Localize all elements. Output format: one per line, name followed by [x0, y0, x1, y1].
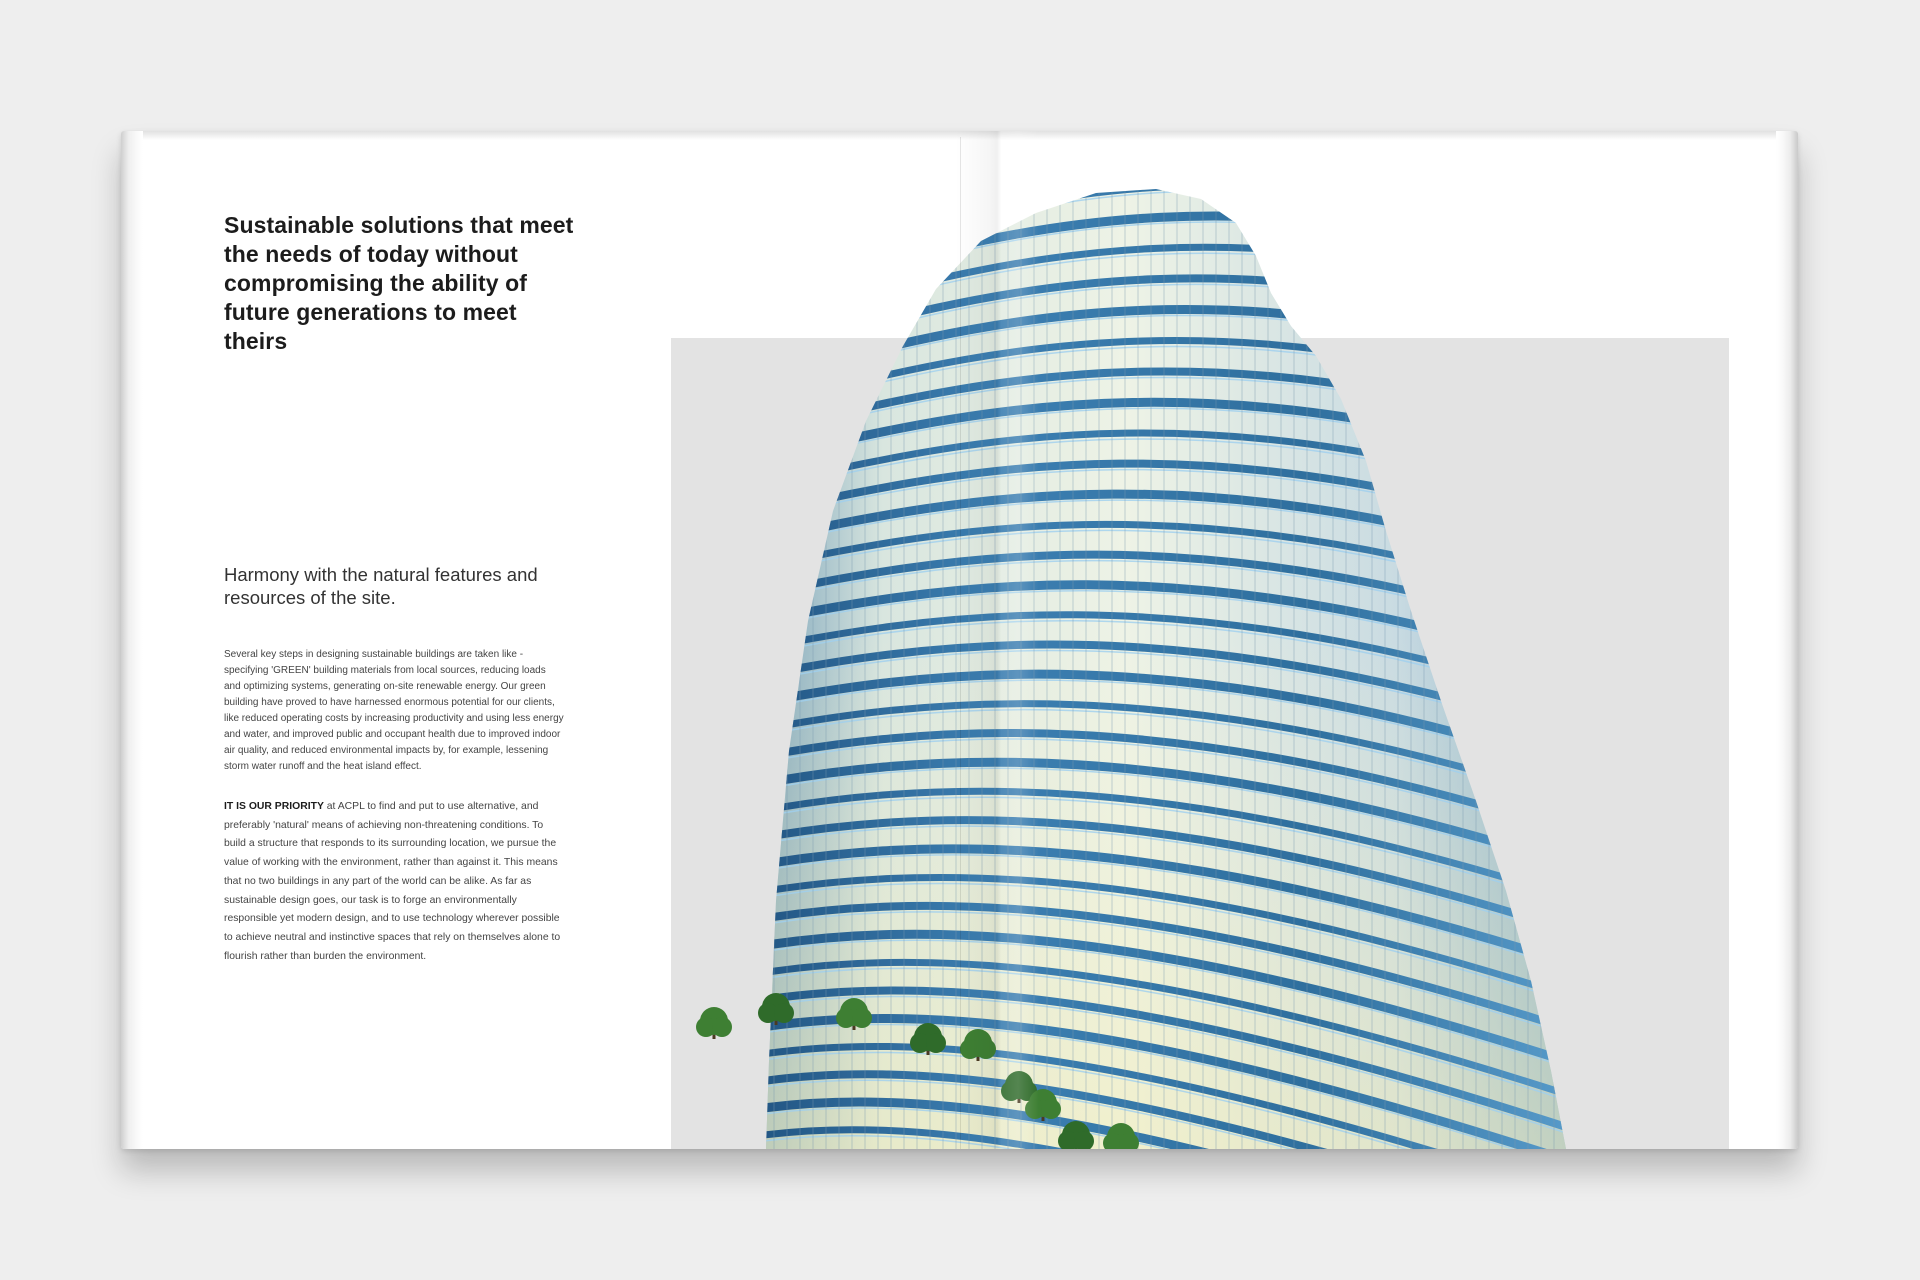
priority-lead-text: IT IS OUR PRIORITY	[224, 801, 324, 812]
body-paragraph-2	[224, 798, 564, 966]
page-subheading: Harmony with the natural features and resources of the site.	[224, 564, 538, 608]
book-spine-line	[960, 137, 961, 1149]
page-headline: Sustainable solutions that meet the needs of today without compromising the ability of future generations to meet theirs	[224, 212, 574, 354]
priority-body-text: at ACPL to find and put to use alternative, and preferably 'natural' means of achieving non-threatening conditions. To build a structure that responds to its surrounding location, we pursue the value of working with the environment, rather than against it. This means that no two buildings in any part of the world can be alike. As far as sustainable design goes, our task is to forge an environmentally responsible yet modern design, and to use technology wherever possible to achieve neutral and instinctive spaces that rely on themselves alone to flourish rather than burden the environment.	[224, 801, 561, 962]
headline-block	[224, 211, 584, 356]
terrace-tree	[696, 1007, 732, 1039]
brochure-spread	[121, 131, 1798, 1149]
body-paragraph-1: Several key steps in designing sustainable buildings are taken like - specifying 'GREEN' building materials from local sources, reducing loads and optimizing systems, generating on-site renewable energy. Our green building have proved to have harnessed enormous potential for our clients, like reduced operating costs by increasing productivity and using less energy and water, and improved public and occupant health due to improved indoor air quality, and reduced environmental impacts by, for example, lessening storm water runoff and the heat island effect.	[224, 649, 564, 772]
